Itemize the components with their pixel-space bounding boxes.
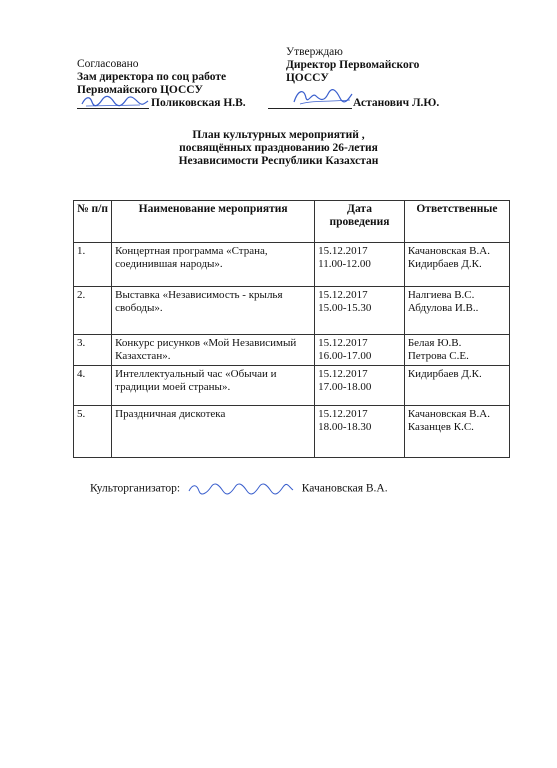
row-resp2: Абдулова И.В.. [407, 302, 479, 314]
signature-line-right [268, 108, 352, 109]
row-num: 4. [74, 366, 112, 406]
row-name: Концертная программа «Страна, соединившая народы». [112, 243, 315, 287]
row-time-value: 18.00-18.30 [318, 421, 372, 433]
row-date [315, 406, 405, 458]
table-row [74, 335, 510, 366]
approval-right-block [286, 46, 419, 85]
row-date [315, 335, 405, 366]
approval-left-line2: Зам директора по соц работе [77, 71, 227, 83]
row-num: 1. [74, 243, 112, 287]
row-date [315, 243, 405, 287]
row-resp2: Кидирбаев Д.К. [407, 258, 482, 270]
row-resp1: Качановская В.А. [407, 408, 490, 420]
events-table [73, 200, 510, 458]
row-resp [404, 366, 509, 406]
row-name: Выставка «Независимость - крылья свободы». [112, 287, 315, 335]
row-resp [404, 243, 509, 287]
table-row [74, 243, 510, 287]
row-date-value: 15.12.2017 [318, 289, 368, 301]
approval-left-line3: Первомайского ЦОССУ [77, 84, 203, 96]
approval-left-name: Поликовская Н.В. [151, 97, 246, 109]
signature-footer-icon [187, 481, 295, 497]
row-time-value: 11.00-12.00 [318, 258, 371, 270]
title-line3: Независимости Республики Казахстан [178, 155, 379, 167]
approval-right-line1: Утверждаю [286, 46, 343, 58]
row-name: Конкурс рисунков «Мой Независимый Казахстан». [112, 335, 315, 366]
row-resp2: Петрова С.Е. [407, 350, 469, 362]
row-time-value: 15.00-15.30 [318, 302, 372, 314]
table-row [74, 406, 510, 458]
row-name: Интеллектуальный час «Обычаи и традиции моей страны». [112, 366, 315, 406]
document-title [0, 129, 557, 168]
row-resp1: Качановская В.А. [407, 245, 490, 257]
row-resp [404, 335, 509, 366]
footer-name: Качановская В.А. [301, 482, 388, 495]
row-time-value: 16.00-17.00 [318, 350, 372, 362]
row-date-value: 15.12.2017 [318, 368, 368, 380]
header-name: Наименование мероприятия [112, 201, 315, 243]
row-date-value: 15.12.2017 [318, 408, 368, 420]
row-resp1: Белая Ю.В. [407, 337, 462, 349]
row-num: 3. [74, 335, 112, 366]
row-resp1: Кидирбаев Д.К. [407, 368, 482, 380]
row-date-value: 15.12.2017 [318, 337, 368, 349]
header-date: Дата проведения [315, 201, 405, 243]
table-row [74, 287, 510, 335]
approval-right-line3: ЦОССУ [286, 72, 329, 84]
approval-left-line1: Согласовано [77, 58, 139, 70]
header-resp: Ответственные [404, 201, 509, 243]
row-resp [404, 287, 509, 335]
signature-right-icon [290, 84, 354, 108]
title-line1: План культурных мероприятий , [192, 129, 365, 141]
row-time-value: 17.00-18.00 [318, 381, 372, 393]
title-line2: посвящённых празднованию 26-летия [179, 142, 378, 154]
table-header-row [74, 201, 510, 243]
row-name: Праздничная дискотека [112, 406, 315, 458]
signature-left-icon [80, 92, 150, 110]
row-date [315, 366, 405, 406]
approval-right-line2: Директор Первомайского [286, 59, 420, 71]
footer-label: Культорганизатор: [90, 482, 181, 495]
header-num: № п/п [74, 201, 112, 243]
row-num: 2. [74, 287, 112, 335]
row-resp1: Налгиева В.С. [407, 289, 475, 301]
row-date-value: 15.12.2017 [318, 245, 368, 257]
row-num: 5. [74, 406, 112, 458]
approval-right-name: Астанович Л.Ю. [353, 97, 440, 109]
table-row [74, 366, 510, 406]
footer-signature [90, 481, 388, 497]
row-date [315, 287, 405, 335]
row-resp [404, 406, 509, 458]
row-resp2: Казанцев К.С. [407, 421, 474, 433]
